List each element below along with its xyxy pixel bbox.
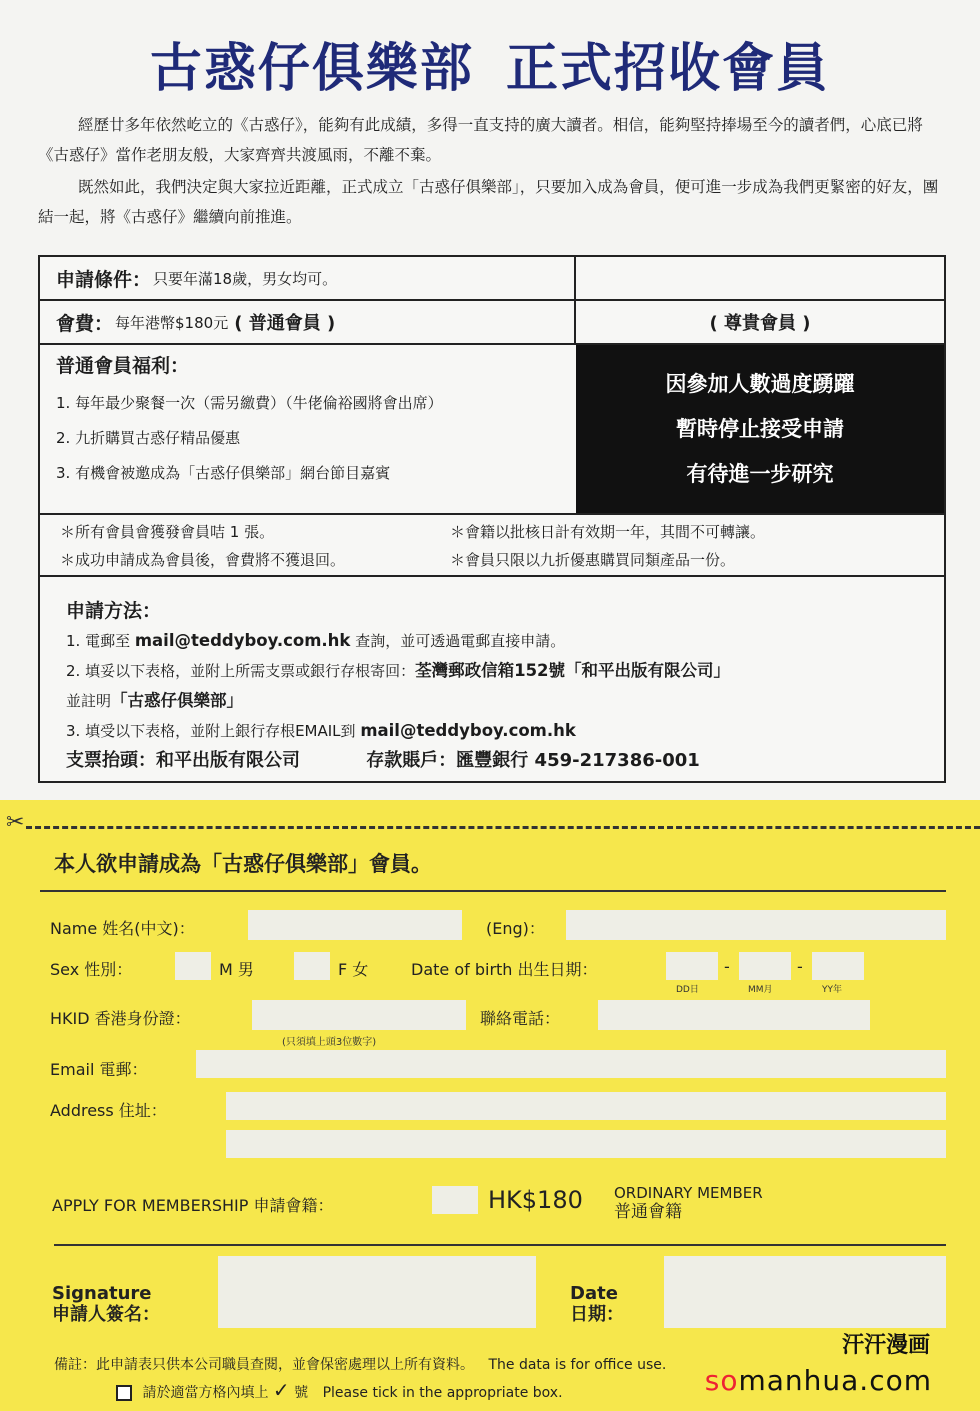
name-english-field[interactable] bbox=[566, 910, 946, 940]
email-label: Email 電郵： bbox=[50, 1060, 148, 1079]
signature-field[interactable] bbox=[218, 1256, 536, 1328]
female-checkbox[interactable] bbox=[294, 952, 330, 980]
date-field[interactable] bbox=[664, 1256, 946, 1328]
cut-line bbox=[26, 826, 980, 829]
howto-heading: 申請方法： bbox=[66, 600, 162, 622]
remark: 備註：此申請表只供本公司職員查閱，並會保密處理以上所有資料。 The data is for office use. bbox=[54, 1357, 667, 1373]
fee-row bbox=[40, 301, 944, 345]
hkid-field[interactable] bbox=[252, 1000, 466, 1030]
fee-text: 每年港幣$180元 bbox=[115, 313, 229, 332]
dob-day-field[interactable] bbox=[666, 952, 718, 980]
form-heading: 本人欲申請成為「古惑仔俱樂部」會員。 bbox=[54, 852, 432, 876]
divider bbox=[54, 1244, 946, 1246]
hkid-label: HKID 香港身份證： bbox=[50, 1009, 191, 1028]
name-chinese-field[interactable] bbox=[248, 910, 462, 940]
address-field-line-2[interactable] bbox=[226, 1130, 946, 1158]
sex-label: Sex 性別： bbox=[50, 960, 133, 979]
date-label-cn: 日期： bbox=[570, 1304, 624, 1325]
dob-label: Date of birth 出生日期： bbox=[411, 960, 598, 979]
notes-row bbox=[40, 515, 944, 577]
apply-checkbox[interactable] bbox=[432, 1186, 478, 1214]
benefit-item: 2. 九折購買古惑仔精品優惠 bbox=[56, 429, 241, 447]
conditions-text: 只要年滿18歲，男女均可。 bbox=[153, 269, 338, 288]
email-link[interactable]: mail@teddyboy.com.hk bbox=[134, 631, 351, 650]
ordinary-member-en: ORDINARY MEMBER bbox=[614, 1184, 763, 1202]
conditions-row bbox=[40, 257, 944, 301]
ordinary-member-cn: 普通會籍 bbox=[614, 1202, 682, 1222]
male-checkbox[interactable] bbox=[175, 952, 211, 980]
note-item: ＊成功申請成為會員後，會費將不獲退回。 bbox=[60, 551, 346, 569]
signature-label-en: Signature bbox=[52, 1283, 152, 1304]
cheque-payee: 支票抬頭：和平出版有限公司 bbox=[66, 750, 300, 771]
benefit-item: 1. 每年最少聚餐一次（需另繳費）（牛佬倫裕國將會出席） bbox=[56, 394, 443, 412]
membership-info-box bbox=[38, 255, 946, 783]
tick-instruction: 請於適當方格內填上 ✓ 號 Please tick in the appropriate box. bbox=[116, 1378, 563, 1402]
benefits-heading: 普通會員福利： bbox=[56, 355, 190, 377]
note-item: ＊會籍以批核日計有效期一年，其間不可轉讓。 bbox=[450, 523, 766, 541]
mailing-address: 荃灣郵政信箱152號「和平出版有限公司」 bbox=[415, 661, 731, 680]
hkid-hint: (只須填上頭3位數字) bbox=[282, 1037, 377, 1048]
name-eng-label: (Eng)： bbox=[486, 919, 545, 938]
title-sub: 正式招收會員 bbox=[506, 39, 831, 99]
signature-label-cn: 申請人簽名： bbox=[52, 1304, 160, 1325]
intro-paragraph-1: 經歷廿多年依然屹立的《古惑仔》，能夠有此成績，多得一直支持的廣大讀者。相信，能夠堅持捧場至今的讀者們，心底已將《古惑仔》當作老朋友般，大家齊齊共渡風雨，不離不棄。 bbox=[38, 116, 923, 164]
email-field[interactable] bbox=[196, 1050, 946, 1078]
watermark-logo: somanhua.com bbox=[704, 1364, 932, 1397]
price-label: HK$180 bbox=[488, 1186, 583, 1214]
female-label: F 女 bbox=[338, 960, 369, 979]
date-label-en: Date bbox=[570, 1283, 618, 1304]
address-label: Address 住址： bbox=[50, 1101, 167, 1120]
note-item: ＊會員只限以九折優惠購買同類產品一份。 bbox=[450, 551, 736, 569]
ordinary-member-label: ( 普通會員 ) bbox=[234, 313, 336, 334]
benefits-row bbox=[40, 345, 944, 515]
phone-label: 聯絡電話： bbox=[480, 1009, 561, 1028]
application-form: ✂ 本人欲申請成為「古惑仔俱樂部」會員。 Name 姓名(中文)： (Eng)： Sex 性別： M 男 F 女 Date of birth 出生日期： - - DD日 MM月 YY年 HKID 香港身份證： (只須填上頭3位數字) 聯絡電話： Email 電郵： Address 住址： APPLY FOR MEMBERSHIP 申請會籍： HK$180 ORDINARY MEMBER 普通會籍 Signature 申請人簽名： Date 日期： 備註：此申請表只供本公司職員查閱，並會保密處理以上所有資料。 The data is for office use. 請於適當方格內填上 ✓ 號 Please tick in the appropriate box. 汗汗漫画 somanhua.com bbox=[0, 800, 980, 1411]
page-title bbox=[0, 26, 980, 101]
yy-hint: YY年 bbox=[822, 985, 842, 995]
benefit-item: 3. 有機會被邀成為「古惑仔俱樂部」網台節目嘉賓 bbox=[56, 464, 391, 482]
dob-month-field[interactable] bbox=[739, 952, 791, 980]
note-item: ＊所有會員會獲發會員咭 1 張。 bbox=[60, 523, 275, 541]
fee-label: 會費： bbox=[56, 312, 114, 335]
tick-box-sample bbox=[116, 1385, 132, 1401]
male-label: M 男 bbox=[219, 960, 254, 979]
title-main: 古惑仔俱樂部 bbox=[149, 39, 474, 99]
premium-member-label: ( 尊貴會員 ) bbox=[709, 313, 811, 334]
intro-paragraph-2: 既然如此，我們決定與大家拉近距離，正式成立「古惑仔俱樂部」，只要加入成為會員，便可進一步成為我們更緊密的好友，團結一起，將《古惑仔》繼續向前推進。 bbox=[38, 178, 939, 226]
divider bbox=[40, 890, 946, 892]
phone-field[interactable] bbox=[598, 1000, 870, 1030]
application-method: 申請方法： 1. 電郵至 mail@teddyboy.com.hk 查詢，並可透過電郵直接申請。 2. 填妥以下表格，並附上所需支票或銀行存根寄回：荃灣郵政信箱152號「和平出版有限公司」 並註明「古惑仔俱樂部」 3. 填受以下表格，並附上銀行存根EMAIL到 mail@teddyboy.com.hk 支票抬頭：和平出版有限公司 存款賬戶：匯豐銀行 459-217386-001 bbox=[66, 597, 926, 775]
name-label: Name 姓名(中文)： bbox=[50, 919, 195, 938]
check-icon: ✓ bbox=[272, 1378, 290, 1402]
watermark-cn: 汗汗漫画 bbox=[841, 1333, 930, 1358]
bank-account: 存款賬戶：匯豐銀行 459-217386-001 bbox=[366, 750, 700, 771]
scissors-icon: ✂ bbox=[6, 810, 25, 835]
dob-year-field[interactable] bbox=[812, 952, 864, 980]
address-field-line-1[interactable] bbox=[226, 1092, 946, 1120]
mm-hint: MM月 bbox=[748, 985, 773, 995]
email-link[interactable]: mail@teddyboy.com.hk bbox=[360, 721, 576, 740]
suspended-notice: 因參加人數過度踴躍 暫時停止接受申請 有待進一步研究 bbox=[576, 345, 944, 513]
dd-hint: DD日 bbox=[676, 985, 699, 995]
conditions-label: 申請條件： bbox=[56, 268, 152, 291]
apply-label: APPLY FOR MEMBERSHIP 申請會籍： bbox=[52, 1196, 334, 1215]
